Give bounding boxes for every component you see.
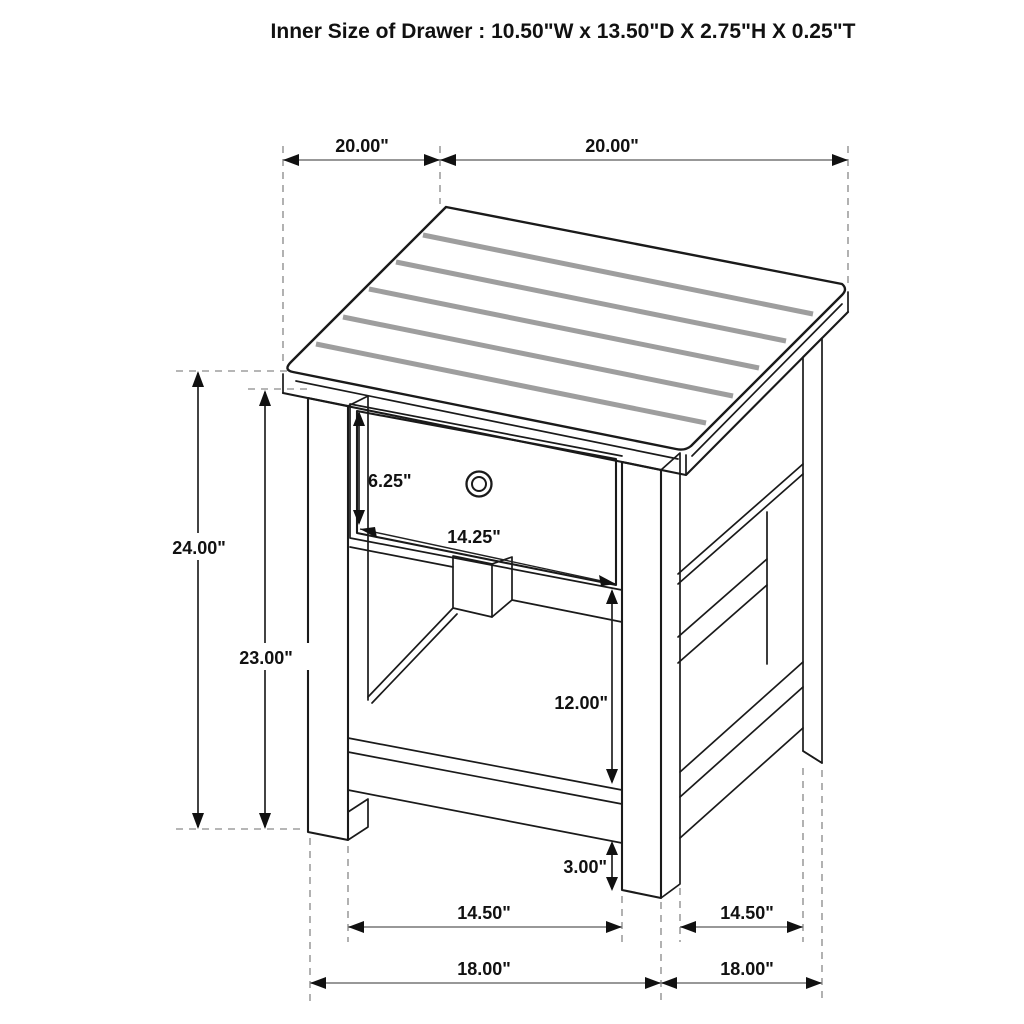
dimension-front-leg-gap — [348, 903, 622, 933]
dim-label-top-left: 20.00" — [335, 136, 389, 156]
table-structure — [283, 207, 848, 898]
page-title: Inner Size of Drawer : 10.50"W x 13.50"D X 2.75"H X 0.25"T — [270, 20, 856, 43]
drawer-face — [357, 411, 616, 585]
dim-label-front-width: 18.00" — [457, 959, 511, 979]
dimension-drawer-face-height — [353, 411, 412, 525]
dim-label-overall-height: 24.00" — [172, 538, 226, 558]
dim-label-shelf-clearance: 12.00" — [554, 693, 608, 713]
dimension-side-leg-gap — [680, 903, 803, 933]
dim-label-bottom-clearance: 3.00" — [563, 857, 607, 877]
dim-label-leg-height: 23.00" — [239, 648, 293, 668]
right-side-frame — [678, 464, 803, 838]
dim-label-front-leg-gap: 14.50" — [457, 903, 511, 923]
dim-label-side-leg-gap: 14.50" — [720, 903, 774, 923]
dimension-overall-height — [154, 371, 244, 829]
rear-right-leg — [803, 338, 822, 763]
dimension-front-width — [310, 959, 661, 989]
dimension-top-left-depth — [283, 136, 440, 166]
lower-shelf — [348, 738, 622, 843]
dim-label-drawer-face-width: 14.25" — [447, 527, 501, 547]
drawer-knob — [467, 472, 492, 497]
dimension-top-right-width — [440, 136, 848, 166]
dim-label-top-right: 20.00" — [585, 136, 639, 156]
dim-label-side-depth: 18.00" — [720, 959, 774, 979]
dimension-side-depth — [661, 959, 822, 989]
dimension-bottom-clearance — [563, 841, 618, 891]
dimension-shelf-clearance — [554, 589, 618, 784]
dimension-leg-height — [221, 390, 311, 829]
dim-label-drawer-face-height: 6.25" — [368, 471, 412, 491]
front-right-leg — [622, 453, 680, 898]
